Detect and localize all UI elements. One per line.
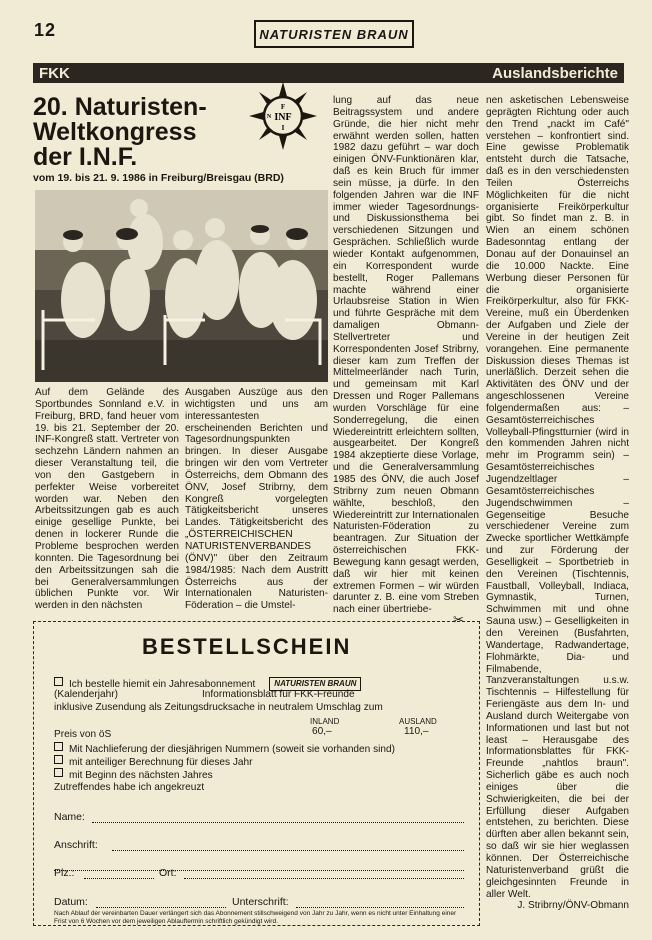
order-line-2b: Informationsblatt für FKK-Freunde — [202, 689, 355, 700]
subtitle: vom 19. bis 21. 9. 1986 in Freiburg/Breisgau (BRD) — [33, 172, 284, 184]
plz-field[interactable] — [84, 878, 154, 879]
magazine-logo — [254, 20, 414, 48]
article-column-1 — [35, 387, 179, 612]
section-bar — [33, 63, 624, 83]
subscribe-checkbox[interactable] — [54, 677, 63, 686]
signature-field[interactable] — [296, 907, 464, 908]
article-column-2 — [185, 387, 328, 612]
address-field-2[interactable] — [54, 870, 464, 871]
inf-seal-icon — [247, 80, 319, 152]
option-1-checkbox[interactable] — [54, 742, 63, 751]
address-label: Anschrift: — [54, 839, 98, 851]
section-left: FKK — [39, 64, 70, 82]
headline-line: Weltkongress — [33, 118, 197, 146]
option-3 — [54, 768, 213, 782]
option-3-checkbox[interactable] — [54, 768, 63, 777]
price-ausland: 110,– — [404, 726, 429, 737]
paragraph: Auf dem Gelände des Sportbundes Sonnland e.V. in Freiburg, BRD, fand heuer vom 19. bis 21. September der 20. INF-Kongreß statt. Vertreter von sechzehn Ländern nahmen an dieser Veranstaltung teil, die von den Gastgebern in perfekter Weise vorbereitet worden war. Neben den Arbeitssitzungen gab es auch einige gesellige Punkte, bei denen in lockerer Runde die Probleme besprochen werden konnten. Die Tagesordnung bei den Arbeitssitzungen sah die bei Generalversammlungen üblichen Punkte vor. Wir werden in den nächsten — [35, 387, 179, 612]
plz-label: Plz.: — [54, 867, 75, 879]
name-label: Name: — [54, 811, 85, 823]
option-text: mit anteiliger Berechnung für dieses Jahr — [69, 757, 253, 768]
page-number: 12 — [34, 20, 57, 40]
option-text: Mit Nachlieferung der diesjährigen Nummern (soweit sie vorhanden sind) — [69, 744, 395, 755]
order-line-2a: (Kalenderjahr) — [54, 689, 118, 700]
ort-field[interactable] — [184, 878, 464, 879]
paragraph: lung auf das neue Beitragssystem und andere Gründe, die hier nicht mehr erwähnt werden sollen, hatten 1982 dazu geführt – war doch einigen ÖNV-Funktionären klar, daß es kein Bruch für immer sein müsse, ja dürfe. In den folgenden Jahren war die INF immer wieder Tagesordnungs- und Diskussionsthema bei verschiedenen Sitzungen und Gesprächen. Schließlich wurde wieder Kontakt aufgenommen, ein Korrespondent wurde bestellt, Roger Pallemans machte während einer Urlaubsreise Station in Wien und führte Gespräche mit dem damaligen Obmann-Stellvertreter und Korrespondenten Josef Stribrny, dieser kam zum Treffen der Mittelmeerländer nach Turin, und gemeinsam mit Karl Dressen und Roger Pallemans wurden Vorschläge für eine Sonderregelung, die einen Wiedereintritt erleichtern sollten, ausgearbeitet. Der Kongreß 1984 akzeptierte diese Vorlage, und die Generalversammlung 1985 des ÖNV, die auch Josef Stribrny zum neuen Obmann wählte, beschloß, den Wiedereintritt zur Internationalen Naturisten-Föderation zu beantragen. Zur Situation der österreichischen FKK-Bewegung kann gesagt werden, daß wir hier mit keinen extremen Formen – wir würden darunter z. B. eine vom Streben nach einer übertriebe- — [333, 95, 479, 616]
name-field[interactable] — [92, 822, 464, 823]
order-form — [33, 621, 480, 926]
seal-top: F — [280, 103, 286, 111]
paragraph: nen asketischen Lebensweise geprägten Richtung oder auch den Trend „nackt im Café" verstehen – konfrontiert sind. Eine gewisse Problematik entsteht durch die Tatsache, daß es in den verschiedensten Teilen Österreichs Möglichkeiten für die nicht organisierte Freikörperkultur gibt. So findet man z. B. in Wien an einem schönen Badesonntag entlang der Donau auf der Donauinsel an die 10.000 Nackte. Eine Werbung dieser Personen für die organisierte Freikörperkultur, also für FKK-Vereine, muß ein Überdenken der Aufgaben und Ziele der Vereine in der heutigen Zeit vorangehen. Eine permanente Diskussion dieses Themas ist unerläßlich. Derzeit sehen die Aktivitäten des ÖNV und der angeschlossenen Vereine folgendermaßen aus: – Gesamtösterreichisches Volleyball-Pfingstturnier (wird in den kommenden Jahren nicht mehr im Programm sein) – Gesamtösterreichisches Jugendzeltlager – Gesamtösterreichisches Jugendschwimmen – Gegenseitige Besuche verschiedener Vereine zum Zwecke sportlicher Wettkämpfe und zur Förderung der Geselligkeit – Sportbetrieb in den Vereinen (Tischtennis, Faustball, Volleyball, Indiaca, Gymnastik, Turnen, Schwimmen mit und ohne Sauna usw.) – Geselligkeiten in den Vereinen (Busfahrten, Wandertage, Radwandertage, Flohmärkte, Dia- und Filmabende, Tanzveranstaltungen u.s.w. Tischtennis – Hilfestellung für Feriengäste aus dem In- und Ausland durch Weitergabe von Informationen und last but not least – Herausgabe des Informationsblattes für FKK-Freunde „nahtlos braun". Sicherlich gäbe es auch noch einiges über die Schwierigkeiten, die bei der Erfüllung dieser Aufgaben entstehen, zu berichten. Diese dürften aber allen bekannt sein, so daß wir sie hier weglassen können. Der Österreichische Naturistenverband grüßt die gleichgesinnten Freunde in aller Welt. — [486, 95, 629, 900]
order-text: Ich bestelle hiemit ein Jahresabonnement — [69, 679, 256, 690]
option-2-checkbox[interactable] — [54, 755, 63, 764]
headline-line: der I.N.F. — [33, 143, 138, 171]
date-field[interactable] — [96, 907, 226, 908]
congress-group-photo — [35, 190, 328, 382]
mini-logo: NATURISTEN BRAUN — [269, 677, 361, 691]
seal-bottom: I — [281, 124, 285, 132]
article-column-3 — [333, 95, 479, 616]
col-inland: INLAND — [310, 717, 340, 726]
signature-label: Unterschrift: — [232, 896, 289, 908]
article-column-4 — [486, 95, 629, 925]
date-label: Datum: — [54, 896, 88, 908]
address-field[interactable] — [112, 850, 464, 851]
price-inland: 60,– — [312, 726, 332, 737]
option-text: mit Beginn des nächsten Jahres — [69, 770, 213, 781]
headline — [33, 95, 263, 170]
seal-side: N — [266, 114, 272, 120]
logo-text: NATURISTEN BRAUN — [259, 26, 409, 42]
paragraph: Ausgaben Auszüge aus den wichtigsten und uns am interessantesten erscheinenden Berichten und Tagesordnungspunkten bringen. In dieser Ausgabe bringen wir den vom Vertreter Österreichs, dem Obmann des ÖNV, Josef Stribrny, dem Kongreß vorgelegten Tätigkeitsbericht unseres Landes. Tätigkeitsbericht des „ÖSTERREICHISCHEN NATURISTENVERBANDES (ÖNV)" über den Zeitraum 1984/1985: Nach dem Austritt Österreichs aus der Internationalen Naturisten-Föderation – die Umstel- — [185, 387, 328, 612]
col-ausland: AUSLAND — [399, 717, 437, 726]
price-label: Preis von öS — [54, 729, 112, 740]
scissors-icon: ✂ — [453, 612, 464, 627]
option-2 — [54, 755, 252, 769]
order-title: BESTELLSCHEIN — [142, 634, 352, 659]
order-line-3: inklusive Zusendung als Zeitungsdrucksache in neutralem Umschlag zum — [54, 702, 383, 713]
headline-line: 20. Naturisten- — [33, 93, 207, 121]
ort-label: Ort: — [159, 867, 177, 879]
seal-middle: INF — [274, 112, 292, 123]
section-right: Auslandsberichte — [492, 64, 618, 82]
option-1 — [54, 742, 395, 756]
order-footnote: Nach Ablauf der vereinbarten Dauer verlängert sich das Abonnement stillschweigend von Jahr zu Jahr, wenn es nicht unter Einhaltung einer Frist von 6 Wochen vor dem jeweiligen Ablauftermin schriftlich gekündigt wird. — [54, 910, 457, 925]
order-note: Zutreffendes habe ich angekreuzt — [54, 782, 205, 793]
author-signature: J. Stribrny/ÖNV-Obmann — [517, 900, 629, 912]
